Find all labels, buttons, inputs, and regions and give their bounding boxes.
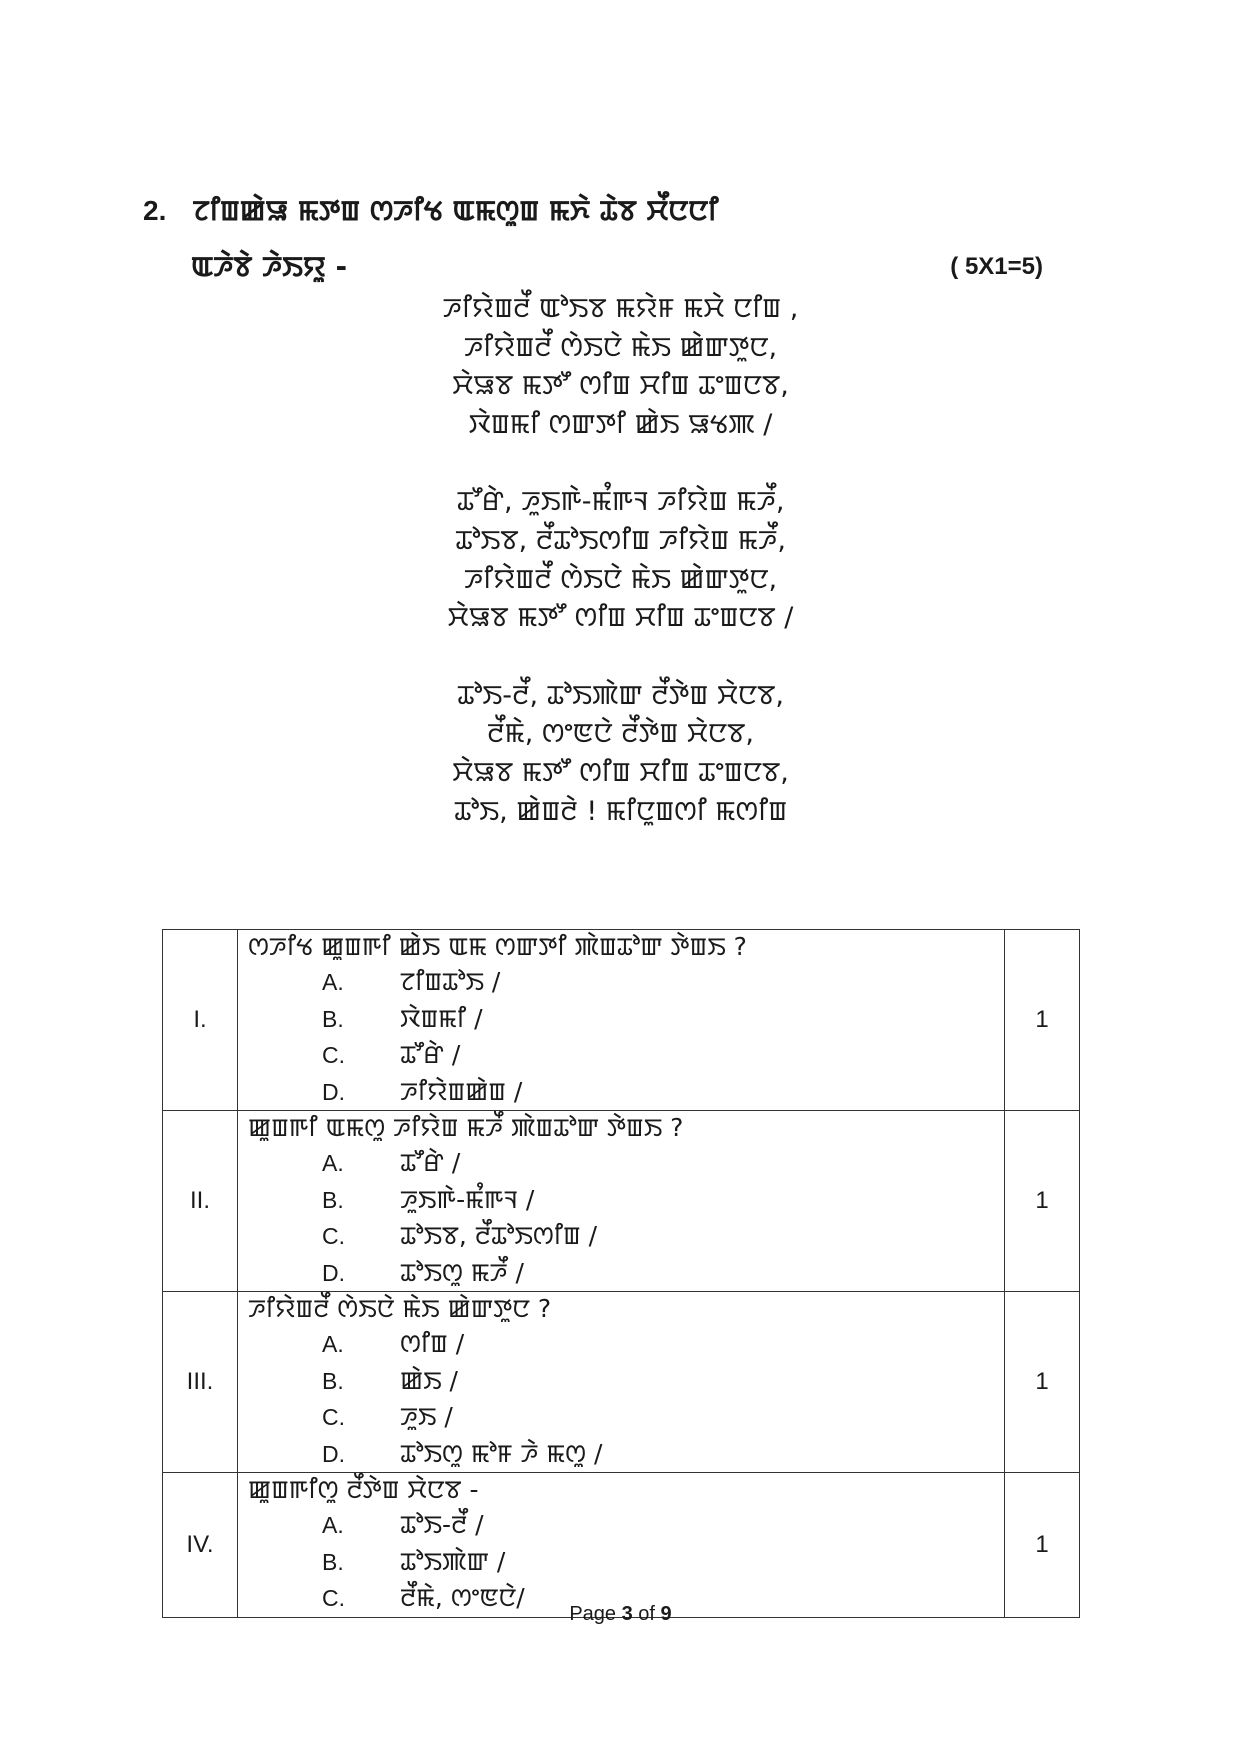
option: [248, 1507, 994, 1544]
question-cell: [238, 1111, 1005, 1292]
option: [248, 1436, 994, 1473]
question-line-1: [143, 183, 1043, 239]
sub-question-text: ꯁꯍꯤꯠ ꯀꯨꯡꯒꯤ ꯀꯥꯏ ꯑꯃ ꯁꯛꯇꯤ ꯄꯥꯡꯊꯣꯛ ꯇꯥꯡꯏ ?: [248, 932, 747, 961]
poem-line: ꯍꯤꯌꯥꯡꯂꯩ ꯁꯥꯏꯅꯥ ꯃꯥꯏ ꯀꯥꯛꯇꯨꯅ,: [463, 331, 778, 363]
poem: [0, 290, 1241, 870]
row-number: II.: [163, 1111, 238, 1292]
option-text: ꯀꯥꯏ /: [400, 1365, 458, 1395]
row-mark: 1: [1005, 1473, 1080, 1618]
poem-line: ꯊꯣꯏ-ꯂꯩ, ꯊꯣꯏꯄꯥꯛ ꯂꯩꯇꯥꯡ ꯆꯥꯅꯕ,: [456, 679, 785, 711]
option-text: ꯊꯣꯏꯁꯨ ꯃꯍꯩ /: [400, 1257, 524, 1287]
sub-question-text: ꯀꯨꯡꯒꯤ ꯑꯃꯁꯨ ꯍꯤꯌꯥꯡ ꯃꯍꯩ ꯄꯥꯡꯊꯣꯛ ꯇꯥꯡꯏ ?: [248, 1113, 684, 1142]
option-text: ꯍꯨꯏ /: [400, 1402, 453, 1431]
poem-line: ꯋꯥꯡꯃꯤ ꯁꯛꯇꯤ ꯀꯥꯏ ꯎꯠꯄ /: [468, 408, 773, 440]
question-cell: [238, 930, 1005, 1111]
row-mark: 1: [1005, 930, 1080, 1111]
option-text: ꯋꯥꯡꯃꯤ /: [400, 1003, 483, 1033]
option: [248, 1399, 994, 1436]
poem-line: ꯍꯤꯌꯥꯡꯂꯩ ꯁꯥꯏꯅꯥ ꯃꯥꯏ ꯀꯥꯛꯇꯨꯅ,: [463, 563, 778, 595]
option-letter: D.: [322, 1440, 345, 1467]
marks-label: ( 5X1=5): [950, 253, 1043, 280]
option-letter: A.: [322, 1150, 344, 1176]
option-text: ꯊꯣꯏꯕ, ꯂꯩꯊꯣꯏꯁꯤꯡ /: [400, 1221, 597, 1250]
option-letter: C.: [322, 1404, 345, 1430]
option: [248, 1037, 994, 1074]
option-letter: C.: [322, 1042, 345, 1068]
option: [248, 1363, 994, 1400]
option-letter: B.: [322, 1005, 344, 1032]
option-text: ꯖꯤꯡꯊꯣꯏ /: [400, 967, 501, 996]
option: [248, 1182, 994, 1219]
option-letter: A.: [322, 1331, 344, 1357]
poem-stanza: [0, 483, 1241, 637]
table-row: [163, 1473, 1080, 1618]
footer-of-label: of: [638, 1603, 655, 1625]
option: [248, 1326, 994, 1363]
option-text: ꯊꯧꯔꯥ /: [400, 1040, 461, 1069]
question-number: 2.: [143, 195, 167, 226]
poem-line: ꯊꯧꯔꯥ, ꯍꯨꯏꯒꯥ-ꯃꯪꯒꯜ ꯍꯤꯌꯥꯡ ꯃꯍꯩ,: [456, 486, 785, 518]
poem-line: ꯆꯥꯎꯕ ꯃꯇꯧ ꯁꯤꯡ ꯆꯤꯡ ꯊꯦꯡꯅꯕ,: [452, 370, 789, 402]
option-text: ꯊꯧꯔꯥ /: [400, 1148, 461, 1177]
option-text: ꯊꯣꯏꯄꯥꯛ /: [400, 1546, 506, 1576]
table-row: [163, 930, 1080, 1111]
option-text: ꯂꯩꯃꯥ, ꯁꯦꯟꯅꯥ/: [400, 1583, 525, 1612]
option-letter: B.: [322, 1367, 344, 1394]
poem-line: ꯆꯥꯎꯕ ꯃꯇꯧ ꯁꯤꯡ ꯆꯤꯡ ꯊꯦꯡꯅꯕ,: [452, 756, 789, 788]
option-letter: D.: [322, 1259, 345, 1286]
poem-line: ꯆꯥꯎꯕ ꯃꯇꯧ ꯁꯤꯡ ꯆꯤꯡ ꯊꯦꯡꯅꯕ /: [447, 602, 794, 634]
footer-current-page: 3: [621, 1603, 633, 1625]
option-letter: B.: [322, 1186, 344, 1213]
table-row: [163, 1111, 1080, 1292]
option-text: ꯁꯤꯡ /: [400, 1329, 465, 1358]
option-letter: A.: [322, 1512, 344, 1538]
option: [248, 1255, 994, 1292]
option: [248, 1544, 994, 1581]
sub-question-text: ꯀꯨꯡꯒꯤꯁꯨ ꯂꯩꯇꯥꯡ ꯆꯥꯅꯕ -: [248, 1475, 479, 1504]
question-text-line-2: ꯑꯍꯥꯕꯥ ꯍꯥꯏꯌꯨ -: [191, 250, 348, 283]
poem-line: ꯊꯣꯏꯕ, ꯂꯩꯊꯣꯏꯁꯤꯡ ꯍꯤꯌꯥꯡ ꯃꯍꯩ,: [455, 524, 786, 556]
sub-question-text: ꯍꯤꯌꯥꯡꯂꯩ ꯁꯥꯏꯅꯥ ꯃꯥꯏ ꯀꯥꯛꯇꯨꯅ ?: [248, 1294, 552, 1323]
option: [248, 1145, 994, 1182]
option-text: ꯊꯣꯏ-ꯂꯩ /: [400, 1510, 484, 1539]
question-cell: [238, 1292, 1005, 1473]
question-header: [143, 183, 1043, 295]
poem-line: ꯊꯣꯏ, ꯀꯥꯡꯂꯥ ! ꯃꯤꯅꯨꯡꯁꯤ ꯃꯁꯤꯡ: [453, 795, 788, 827]
poem-line: ꯂꯩꯃꯥ, ꯁꯦꯟꯅꯥ ꯂꯩꯇꯥꯡ ꯆꯥꯅꯕ,: [487, 718, 754, 750]
option-letter: C.: [322, 1223, 345, 1249]
mcq-table: [162, 929, 1080, 1618]
option-text: ꯍꯨꯏꯒꯥ-ꯃꯪꯒꯜ /: [400, 1184, 535, 1214]
poem-line: ꯍꯤꯌꯥꯡꯂꯩ ꯑꯣꯏꯕ ꯃꯌꯥꯝ ꯃꯆꯥ ꯅꯤꯡ ,: [442, 293, 799, 324]
option: [248, 1218, 994, 1255]
option-letter: C.: [322, 1585, 345, 1611]
question-cell: [238, 1473, 1005, 1618]
row-number: IV.: [163, 1473, 238, 1618]
footer-page-label: Page: [569, 1603, 617, 1625]
option: [248, 964, 994, 1001]
question-text-line-1: ꯖꯤꯡꯀꯥꯎ ꯃꯇꯡ ꯁꯍꯤꯠ ꯑꯃꯁꯨꯡ ꯃꯈꯥ ꯊꯥꯕ ꯆꯩꯅꯅꯤ: [192, 194, 719, 227]
option: [248, 1074, 994, 1111]
table-row: [163, 1292, 1080, 1473]
question-line-2: [143, 239, 1043, 295]
option-letter: A.: [322, 969, 344, 995]
row-mark: 1: [1005, 1292, 1080, 1473]
option-letter: B.: [322, 1548, 344, 1575]
row-number: I.: [163, 930, 238, 1111]
option-text: ꯍꯤꯌꯥꯡꯀꯥꯡ /: [400, 1076, 523, 1106]
row-mark: 1: [1005, 1111, 1080, 1292]
row-number: III.: [163, 1292, 238, 1473]
option-letter: D.: [322, 1078, 345, 1105]
option: [248, 1001, 994, 1038]
poem-stanza: [0, 677, 1241, 831]
footer-total-pages: 9: [660, 1603, 672, 1625]
page-footer: [0, 1603, 1241, 1626]
option-text: ꯊꯣꯏꯁꯨ ꯃꯣꯝ ꯍꯥ ꯃꯁꯨ /: [400, 1438, 603, 1468]
poem-stanza: [0, 290, 1241, 444]
